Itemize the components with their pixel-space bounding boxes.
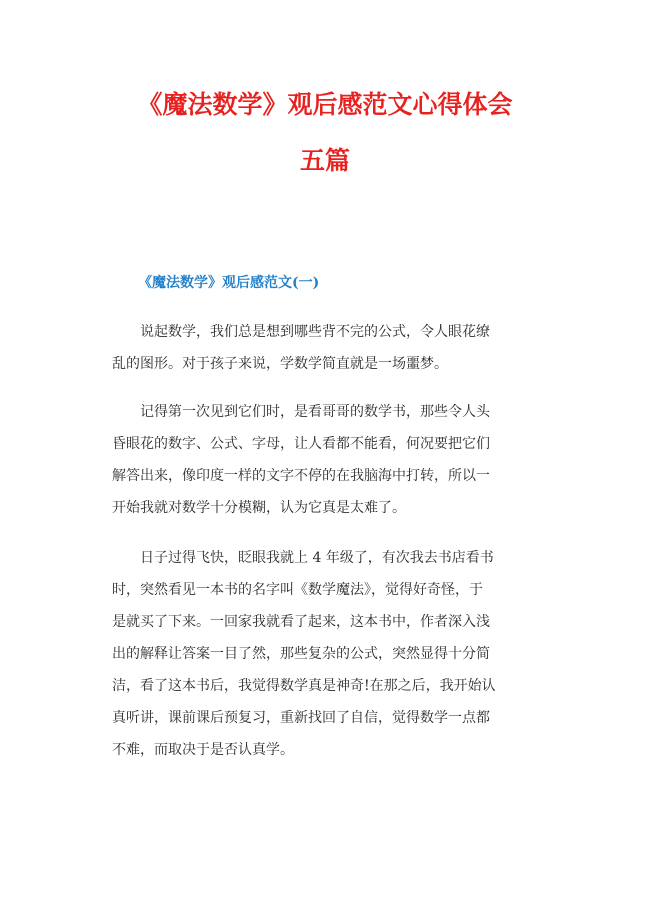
document-title-line-2: 五篇	[299, 146, 350, 175]
paragraph-line: 真听讲，课前课后预复习，重新找回了自信，觉得数学一点都	[112, 710, 490, 726]
paragraph-line: 开始我就对数学十分模糊，认为它真是太难了。	[112, 500, 406, 516]
paragraph-line: 说起数学，我们总是想到哪些背不完的公式，令人眼花缭	[140, 324, 490, 340]
paragraph-2	[112, 396, 542, 524]
paragraph-line: 时，突然看见一本书的名字叫《数学魔法》，觉得好奇怪，于	[112, 582, 483, 598]
paragraph-1	[112, 316, 542, 380]
paragraph-line: 出的解释让答案一目了然，那些复杂的公式，突然显得十分简	[112, 646, 490, 662]
paragraph-3	[112, 542, 542, 766]
paragraph-line: 是就买了下来。一回家我就看了起来，这本书中，作者深入浅	[112, 614, 490, 630]
document-title-line-1: 《魔法数学》观后感范文心得体会	[137, 90, 513, 119]
paragraph-line: 不难，而取决于是否认真学。	[112, 742, 294, 758]
paragraph-line: 日子过得飞快，眨眼我就上 4 年级了，有次我去书店看书	[140, 550, 494, 566]
paragraph-line: 解答出来，像印度一样的文字不停的在我脑海中打转，所以一	[112, 468, 490, 484]
paragraph-line: 乱的图形。对于孩子来说，学数学简直就是一场噩梦。	[112, 356, 448, 372]
paragraph-line: 洁，看了这本书后，我觉得数学真是神奇!在那之后，我开始认	[112, 678, 496, 694]
paragraph-line: 记得第一次见到它们时，是看哥哥的数学书，那些令人头	[140, 404, 490, 420]
paragraph-line: 昏眼花的数字、公式、字母，让人看都不能看，何况要把它们	[112, 436, 490, 452]
section-heading: 《魔法数学》观后感范文(一)	[138, 275, 320, 291]
